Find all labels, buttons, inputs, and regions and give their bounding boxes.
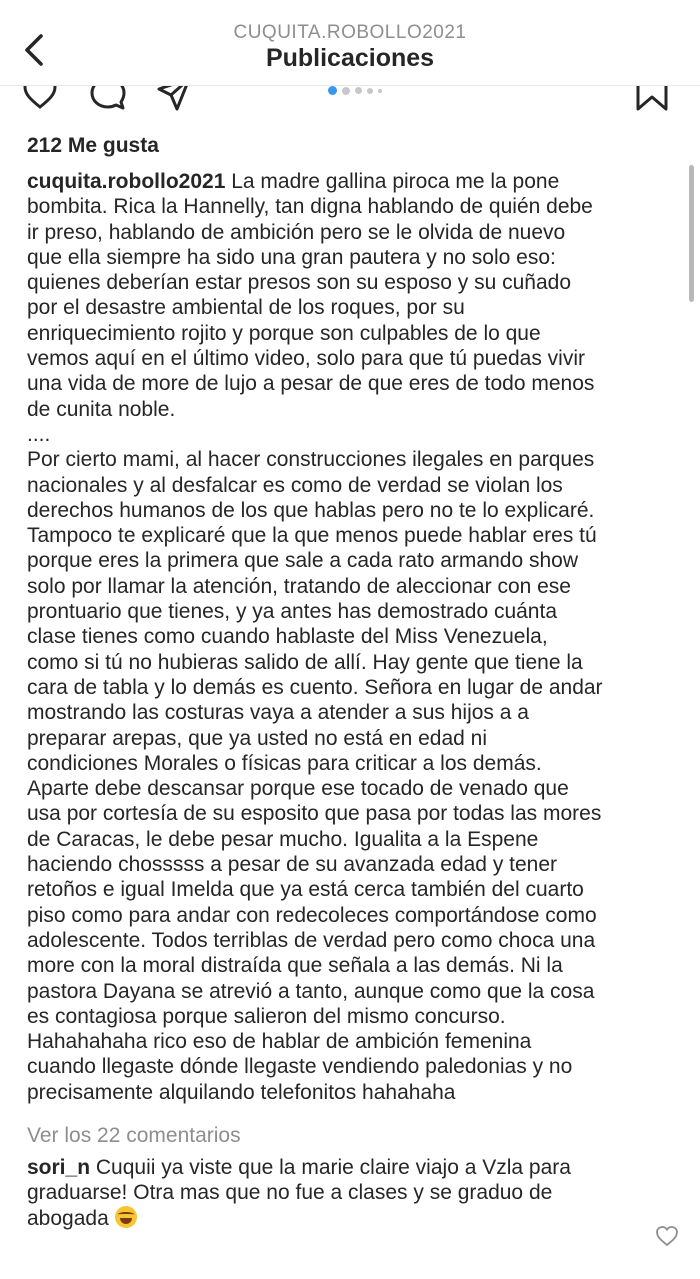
carousel-dot bbox=[378, 89, 382, 93]
comment-item bbox=[27, 1155, 627, 1231]
share-button[interactable] bbox=[156, 86, 192, 116]
bookmark-icon bbox=[634, 86, 670, 112]
page-title: Publicaciones bbox=[265, 44, 435, 72]
carousel-dot-active bbox=[328, 86, 337, 95]
caption-username[interactable]: cuquita.robollo2021 bbox=[27, 170, 226, 193]
caption-text: La madre gallina piroca me la pone bombita. Rica la Hannelly, tan digna hablando de quién debe ir preso, hablando de ambición pero se le olvida de nuevo que ella siempre ha sido una gran pautera y no solo eso: quienes deberían estar presos son su esposo y su cuñado por el desastre ambiental de los roques, por su enriquecimiento rojito y porque son culpables de lo que vemos aquí en el último video, solo para que tú puedas vivir una vida de more de lujo a pesar de que eres de todo menos de cunita noble. .... Por cierto mami, al hacer construcciones ilegales en parques nacionales y al desfalcar es como de verdad se violan los derechos humanos de los que hablas pero no te lo explicaré. Tampoco te explicaré que la que menos puede hablar eres tú porque eres la primera que sale a cada rato armando show solo por llamar la atención, tratando de aleccionar con ese prontuario que tienes, y ya antes has demostrado cuánta clase tienes como cuando hablaste del Miss Venezuela, como si tú no hubieras salido de allí. Hay gente que tiene la cara de tabla y lo demás es cuento. Señora en lugar de andar mostrando las costuras vaya a atender a sus hijos a a preparar arepas, que ya usted no está en edad ni condiciones Morales o físicas para criticar a los demás. Aparte debe descansar porque ese tocado de venado que usa por cortesía de su esposito que pasa por todas las mores de Caracas, le debe pesar mucho. Igualita a la Espene haciendo chosssss a pesar de su avanzada edad y tener retoños e igual Imelda que ya está cerca también del cuarto piso como para andar con redecoleces comportándose como adolescente. Todos terriblas de verdad pero como choca una more con la moral distraída que señala a las demás. Ni la pastora Dayana se atrevió a tanto, aunque como que la cosa es contagiosa porque salieron del mismo concurso. Hahahahaha rico eso de hablar de ambición femenina cuando llegaste dónde llegaste vendiendo paledonias y no precisamente alquilando telefonitos hahahaha bbox=[27, 170, 603, 1104]
comment-username[interactable]: sori_n bbox=[27, 1155, 91, 1179]
carousel-dot bbox=[342, 87, 350, 95]
top-bar bbox=[0, 0, 700, 86]
comment-like-heart-icon[interactable] bbox=[655, 1225, 679, 1247]
like-button[interactable] bbox=[22, 86, 58, 116]
heart-icon bbox=[22, 86, 58, 112]
carousel-dot bbox=[367, 88, 373, 94]
post-caption bbox=[27, 169, 679, 1105]
carousel-dot bbox=[355, 87, 362, 94]
header-username[interactable]: CUQUITA.ROBOLLO2021 bbox=[233, 22, 467, 43]
post-actions-row bbox=[0, 86, 700, 116]
carousel-indicator bbox=[328, 86, 382, 95]
post-details bbox=[27, 130, 679, 1231]
save-button[interactable] bbox=[634, 86, 670, 116]
likes-count[interactable]: 212 Me gusta bbox=[27, 134, 159, 157]
scrollbar[interactable] bbox=[689, 165, 694, 302]
comment-icon bbox=[90, 86, 126, 112]
view-comments-link[interactable]: Ver los 22 comentarios bbox=[27, 1123, 241, 1147]
laughing-tears-emoji-icon bbox=[115, 1206, 137, 1228]
comment-text: Cuquii ya viste que la marie claire viajo a Vzla para graduarse! Otra mas que no fue a clases y se graduo de abogada bbox=[27, 1155, 571, 1230]
share-icon bbox=[156, 86, 192, 112]
comment-button[interactable] bbox=[90, 86, 126, 116]
